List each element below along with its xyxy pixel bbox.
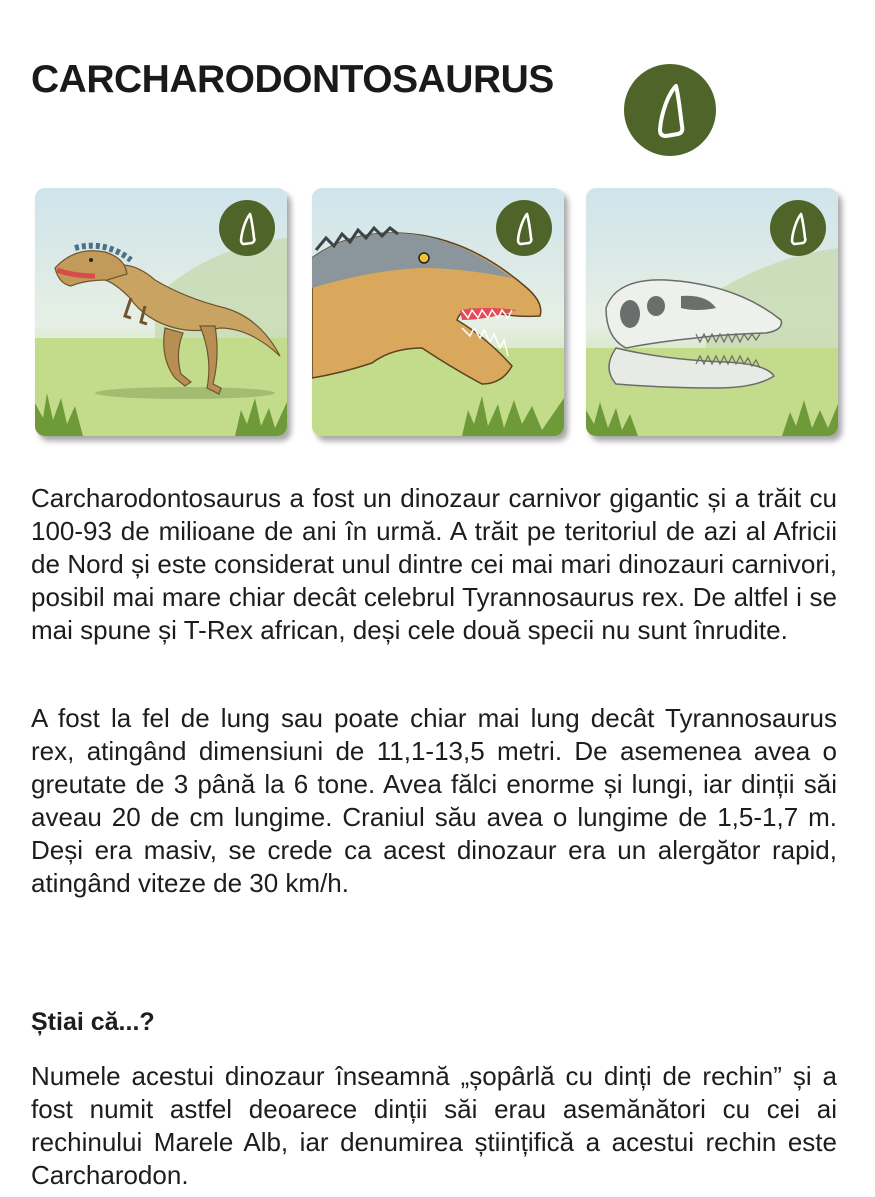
card-head bbox=[312, 188, 564, 436]
intro-paragraph: Carcharodontosaurus a fost un dinozaur carnivor gigantic și a trăit cu 100-93 de milioane de ani în urmă. A trăit pe teritoriul de azi al Africii de Nord și este considerat unul dintre cei mai mari dinozauri carnivori, posibil mai mare chiar decât celebrul Tyrannosaurus rex. De altfel i se mai spune și T-Rex african, deși cele două specii nu sunt înrudite. bbox=[31, 483, 837, 645]
card-full-body bbox=[35, 188, 287, 436]
size-paragraph: A fost la fel de lung sau poate chiar mai lung decât Tyrannosaurus rex, atingând dimensiuni de 11,1-13,5 metri. De asemenea avea o greutate de 3 până la 6 tone. Avea fălci enorme și lungi, iar dinții săi aveau 20 de cm lungime. Craniul său avea o lungime de 1,5-1,7 m. Deși era masiv, se crede ca acest dinozaur era un alergător rapid, atingând viteze de 30 km/h. bbox=[31, 703, 837, 898]
tooth-icon bbox=[219, 200, 275, 256]
card-skull bbox=[586, 188, 838, 436]
did-you-know-paragraph: Numele acestui dinozaur înseamnă „șopârlă cu dinți de rechin” și a fost numit astfel deoarece dinții săi erau asemănători cu cei ai rechinului Marele Alb, iar denumirea științifică a acestui rechin este Carcharodon. bbox=[31, 1061, 837, 1190]
did-you-know-heading: Știai că...? bbox=[31, 1008, 155, 1036]
tooth-icon bbox=[496, 200, 552, 256]
tooth-icon bbox=[624, 64, 716, 156]
page-title: CARCHARODONTOSAURUS bbox=[31, 58, 554, 101]
tooth-icon bbox=[770, 200, 826, 256]
